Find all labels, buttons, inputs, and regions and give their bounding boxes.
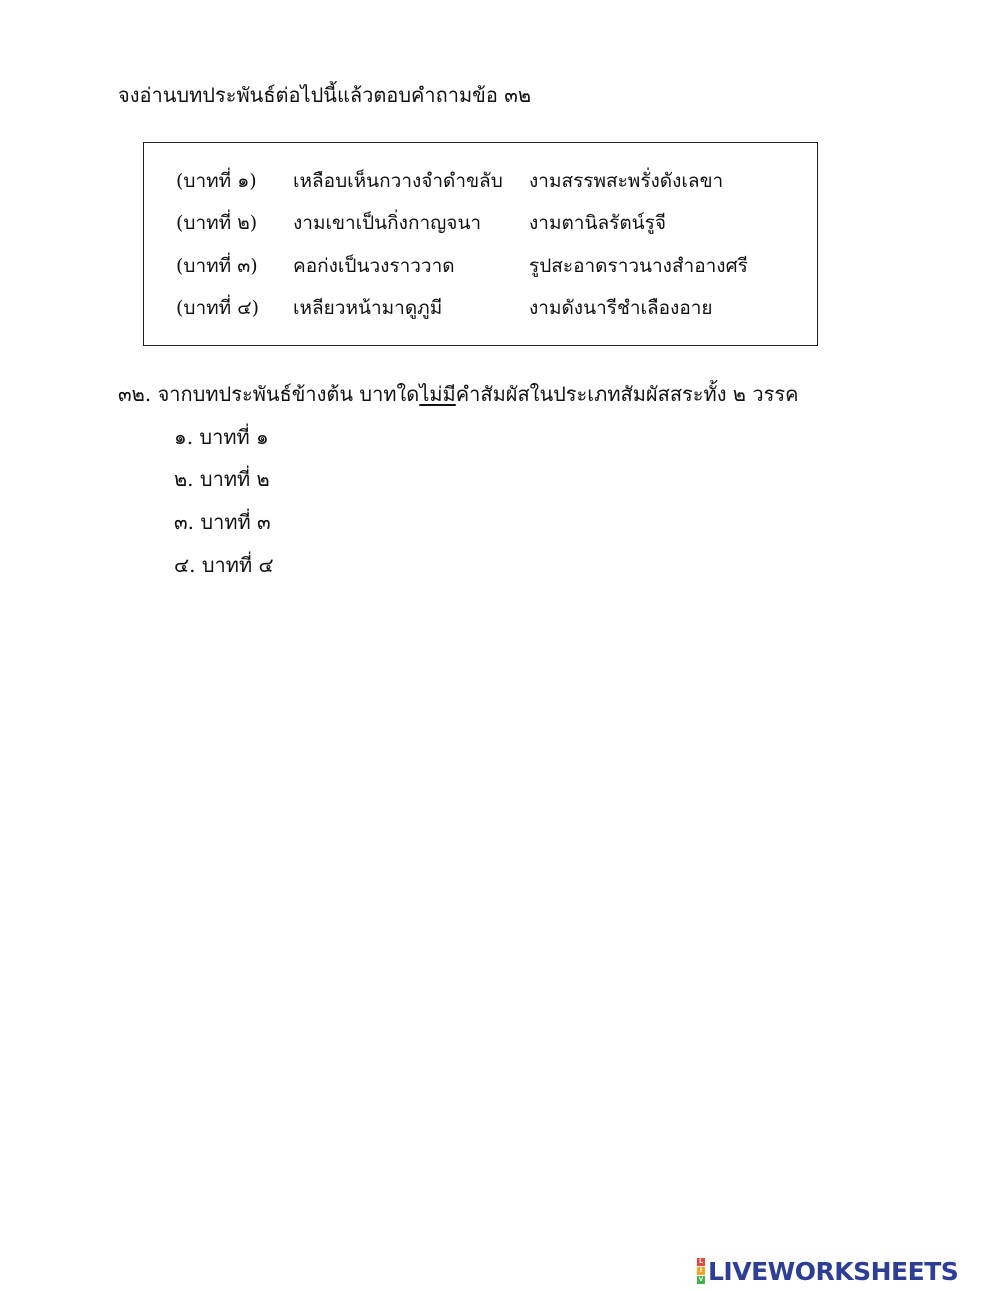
- logo-block-l: L: [697, 1258, 705, 1266]
- logo-text: LIVEWORKSHEETS: [708, 1256, 959, 1286]
- answer-choice-4[interactable]: ๔. บาทที่ ๔: [174, 553, 274, 577]
- poem-second-verse: งามตานิลรัตน์รูจี: [529, 212, 666, 234]
- poem-box: [143, 142, 818, 346]
- poem-first-verse: เหลือบเห็นกวางจำดำขลับ: [293, 170, 503, 192]
- poem-line-label: (บาทที่ ๓): [176, 255, 258, 277]
- poem-first-verse: เหลียวหน้ามาดูภูมี: [293, 297, 443, 319]
- liveworksheets-logo: [697, 1254, 958, 1288]
- logo-block-v: V: [698, 1276, 704, 1283]
- poem-second-verse: งามสรรพสะพรั่งดังเลขา: [529, 170, 724, 192]
- poem-line-label: (บาทที่ ๒): [176, 212, 258, 234]
- answer-choice-2[interactable]: ๒. บาทที่ ๒: [174, 467, 270, 491]
- poem-second-verse: งามดังนารีชำเลืองอาย: [529, 297, 713, 319]
- answer-choice-1[interactable]: ๑. บาทที่ ๑: [174, 425, 269, 449]
- question-emphasis: ไม่มี: [419, 382, 456, 406]
- poem-first-verse: งามเขาเป็นกิ่งกาญจนา: [293, 212, 482, 234]
- poem-line-1: [144, 164, 817, 198]
- question-32: [118, 378, 798, 410]
- poem-line-label: (บาทที่ ๑): [176, 170, 257, 192]
- instruction-text: จงอ่านบทประพันธ์ต่อไปนี้แล้วตอบคำถามข้อ ๓๒: [118, 83, 532, 107]
- logo-blocks-icon: [697, 1258, 705, 1284]
- poem-line-3: [144, 249, 817, 283]
- answer-choice-3[interactable]: ๓. บาทที่ ๓: [174, 510, 271, 534]
- question-suffix: คำสัมผัสในประเภทสัมผัสสระทั้ง ๒ วรรค: [455, 382, 799, 406]
- poem-line-4: [144, 291, 817, 325]
- logo-block-i: I: [697, 1267, 705, 1275]
- poem-first-verse: คอก่งเป็นวงราววาด: [293, 255, 455, 277]
- poem-line-label: (บาทที่ ๔): [176, 297, 260, 319]
- poem-line-2: [144, 206, 817, 240]
- question-prefix: ๓๒. จากบทประพันธ์ข้างต้น บาทใด: [118, 382, 420, 406]
- poem-second-verse: รูปสะอาดราวนางสำอางศรี: [529, 255, 748, 277]
